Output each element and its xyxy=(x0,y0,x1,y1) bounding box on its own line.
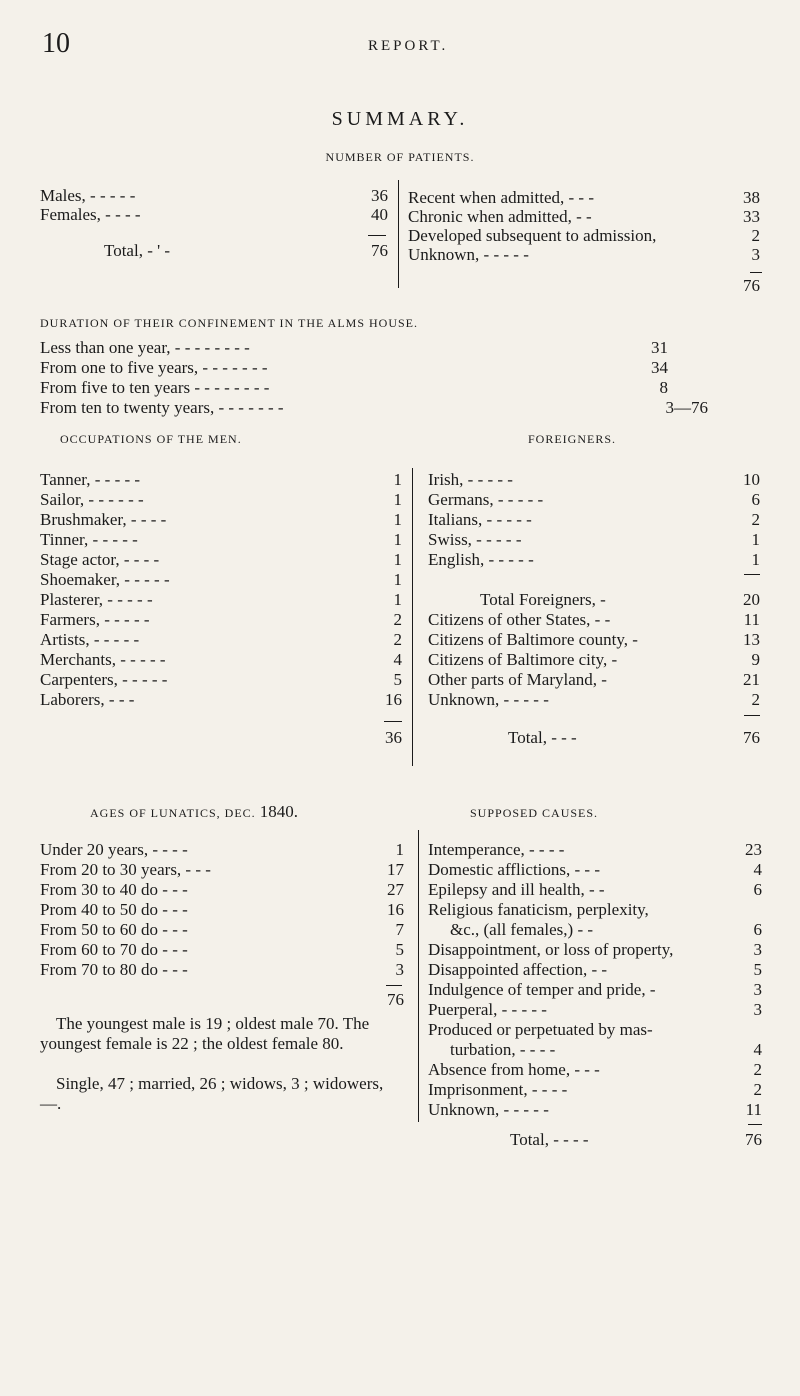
total-foreigners-row xyxy=(480,590,760,610)
age-row xyxy=(40,840,404,860)
row-value: 1 xyxy=(751,530,760,549)
age-row xyxy=(40,960,404,980)
row-label: Epilepsy and ill health, - - xyxy=(428,880,605,899)
row-value: 1 xyxy=(393,590,402,609)
row-value: 4 xyxy=(753,860,762,879)
cause-row xyxy=(428,960,762,980)
cause-row xyxy=(428,860,762,880)
row-value: 2 xyxy=(751,690,760,709)
row-label: Farmers, - - - - - xyxy=(40,610,150,629)
row-value: 3 xyxy=(753,940,762,959)
marital-note: Single, 47 ; married, 26 ; widows, 3 ; widowers, —. xyxy=(40,1074,384,1113)
cause-row xyxy=(428,1040,762,1060)
row-value: 1 xyxy=(395,840,404,859)
citizen-row xyxy=(428,670,760,690)
foreigner-row xyxy=(428,550,760,570)
row-label: Unknown, - - - - - xyxy=(428,690,549,709)
age-row xyxy=(40,860,404,880)
row-label: Total, - - - - xyxy=(510,1130,589,1149)
row-value: 27 xyxy=(387,880,404,899)
row-label: Germans, - - - - - xyxy=(428,490,544,509)
row-label: Swiss, - - - - - xyxy=(428,530,522,549)
foreigners-heading: FOREIGNERS. xyxy=(528,432,617,446)
row-label: Total, - ' - xyxy=(104,241,171,260)
row-value: 21 xyxy=(743,670,760,689)
occupation-row xyxy=(40,630,402,650)
row-label: Merchants, - - - - - xyxy=(40,650,166,669)
occupation-row xyxy=(40,530,402,550)
row-value: 3—76 xyxy=(665,398,708,417)
column-divider xyxy=(398,180,399,288)
cause-row xyxy=(428,1020,762,1040)
column-divider xyxy=(418,830,419,1122)
sum-rule xyxy=(386,985,402,986)
row-label: From ten to twenty years, - - - - - - - xyxy=(40,398,284,417)
cause-row xyxy=(428,1080,762,1100)
row-value: 7 xyxy=(395,920,404,939)
row-label: Total Foreigners, - xyxy=(480,590,606,609)
row-label: Imprisonment, - - - - xyxy=(428,1080,568,1099)
ages-heading: AGES OF LUNATICS, DEC. 1840. xyxy=(90,802,298,821)
row-label: Plasterer, - - - - - xyxy=(40,590,153,609)
row-value: 9 xyxy=(751,650,760,669)
cause-row xyxy=(428,1060,762,1080)
row-value: 1 xyxy=(393,570,402,589)
row-value: 3 xyxy=(751,245,760,264)
row-value: 1 xyxy=(751,550,760,569)
row-value: 23 xyxy=(745,840,762,859)
age-row xyxy=(40,940,404,960)
row-label: From 20 to 30 years, - - - xyxy=(40,860,211,879)
row-label: Domestic afflictions, - - - xyxy=(428,860,601,879)
row-label: Other parts of Maryland, - xyxy=(428,670,607,689)
row-value: 11 xyxy=(743,610,760,629)
cause-row xyxy=(428,840,762,860)
row-value: 6 xyxy=(753,880,762,899)
row-value: 2 xyxy=(753,1060,762,1079)
row-label: From 30 to 40 do - - - xyxy=(40,880,188,899)
duration-row xyxy=(40,398,708,418)
patients-heading: NUMBER OF PATIENTS. xyxy=(325,150,475,164)
row-label: Shoemaker, - - - - - xyxy=(40,570,170,589)
occupation-row xyxy=(40,490,402,510)
row-value: 76 xyxy=(745,1130,762,1149)
duration-row xyxy=(40,338,668,358)
row-label: Indulgence of temper and pride, - xyxy=(428,980,656,999)
row-value: 3 xyxy=(753,1000,762,1019)
citizen-row xyxy=(428,630,760,650)
sum-rule xyxy=(744,715,760,716)
cause-row xyxy=(428,900,762,920)
foreigners-total-row xyxy=(508,728,760,748)
age-note: The youngest male is 19 ; oldest male 70. The youngest female is 22 ; the oldest female 80. xyxy=(40,1014,370,1053)
page-number: 10 xyxy=(42,28,70,59)
age-row xyxy=(40,880,404,900)
row-label: Developed subsequent to admission, xyxy=(408,226,657,245)
row-value: 6 xyxy=(753,920,762,939)
row-label: Under 20 years, - - - - xyxy=(40,840,188,859)
row-value: 2 xyxy=(751,510,760,529)
row-value: 1 xyxy=(393,510,402,529)
causes-total-row xyxy=(510,1130,762,1150)
row-value: 76 xyxy=(743,728,760,747)
occupation-row xyxy=(40,650,402,670)
row-label: Tinner, - - - - - xyxy=(40,530,138,549)
row-label: From five to ten years - - - - - - - - xyxy=(40,378,270,397)
age-row xyxy=(40,900,404,920)
occupation-row xyxy=(40,670,402,690)
row-label: Tanner, - - - - - xyxy=(40,470,141,489)
row-label: Citizens of other States, - - xyxy=(428,610,611,629)
duration-row xyxy=(40,378,668,398)
row-label: Unknown, - - - - - xyxy=(408,245,529,264)
row-label: Chronic when admitted, - - xyxy=(408,207,592,226)
row-value: 11 xyxy=(745,1100,762,1119)
row-value: 1 xyxy=(393,530,402,549)
row-value: 76 xyxy=(387,990,404,1009)
row-label: Irish, - - - - - xyxy=(428,470,513,489)
row-label: Sailor, - - - - - - xyxy=(40,490,144,509)
row-label: Produced or perpetuated by mas- xyxy=(428,1020,653,1039)
row-label: Recent when admitted, - - - xyxy=(408,188,594,207)
age-row xyxy=(40,920,404,940)
cause-row xyxy=(428,1000,762,1020)
column-divider xyxy=(412,468,413,766)
occupation-row xyxy=(40,590,402,610)
row-value: 2 xyxy=(751,226,760,245)
running-head: REPORT. xyxy=(368,38,449,54)
row-value: 20 xyxy=(743,590,760,609)
sum-rule xyxy=(750,272,762,273)
occupations-heading: OCCUPATIONS OF THE MEN. xyxy=(60,432,242,446)
foreigner-row xyxy=(428,510,760,530)
occupations-total-row xyxy=(40,728,402,748)
row-label: Citizens of Baltimore city, - xyxy=(428,650,618,669)
patients-total-row xyxy=(104,241,388,261)
occupation-row xyxy=(40,510,402,530)
row-label: Females, - - - - xyxy=(40,205,141,224)
duration-row xyxy=(40,358,668,378)
row-label: Absence from home, - - - xyxy=(428,1060,600,1079)
occupation-row xyxy=(40,570,402,590)
row-label: Citizens of Baltimore county, - xyxy=(428,630,638,649)
cause-row xyxy=(428,980,762,1000)
row-label: Laborers, - - - xyxy=(40,690,135,709)
row-label: &c., (all females,) - - xyxy=(450,920,594,939)
cause-row xyxy=(428,920,762,940)
duration-heading: DURATION OF THEIR CONFINEMENT IN THE ALMS HOUSE. xyxy=(40,316,419,330)
row-value: 5 xyxy=(753,960,762,979)
row-label: From 70 to 80 do - - - xyxy=(40,960,188,979)
row-value: 31 xyxy=(651,338,668,357)
sum-rule xyxy=(368,235,386,236)
row-value: 6 xyxy=(751,490,760,509)
row-label: Less than one year, - - - - - - - - xyxy=(40,338,250,357)
row-value: 16 xyxy=(385,690,402,709)
ages-total-row xyxy=(40,990,404,1010)
cause-row xyxy=(428,1100,762,1120)
row-value: 76 xyxy=(371,241,388,260)
row-label: Italians, - - - - - xyxy=(428,510,532,529)
citizen-row xyxy=(428,610,760,630)
admission-row xyxy=(408,226,760,246)
row-value: 5 xyxy=(393,670,402,689)
citizen-row xyxy=(428,650,760,670)
sum-rule xyxy=(744,574,760,575)
row-label: Intemperance, - - - - xyxy=(428,840,565,859)
admission-row xyxy=(408,188,760,208)
row-label: From 60 to 70 do - - - xyxy=(40,940,188,959)
foreigner-row xyxy=(428,470,760,490)
row-value: 76 xyxy=(743,276,760,295)
row-value: 36 xyxy=(371,186,388,205)
sum-rule xyxy=(384,721,402,722)
row-label: Stage actor, - - - - xyxy=(40,550,160,569)
row-value: 34 xyxy=(651,358,668,377)
row-value: 1 xyxy=(393,550,402,569)
row-value: 4 xyxy=(753,1040,762,1059)
admission-total-row xyxy=(408,276,760,296)
row-value: 4 xyxy=(393,650,402,669)
row-label: Disappointed affection, - - xyxy=(428,960,608,979)
row-value: 1 xyxy=(393,470,402,489)
foreigner-row xyxy=(428,530,760,550)
row-value: 36 xyxy=(385,728,402,747)
females-row xyxy=(40,205,388,225)
row-label: English, - - - - - xyxy=(428,550,534,569)
row-label: Males, - - - - - xyxy=(40,186,136,205)
row-label: Total, - - - xyxy=(508,728,577,747)
row-label: Religious fanaticism, perplexity, xyxy=(428,900,649,919)
row-label: Prom 40 to 50 do - - - xyxy=(40,900,188,919)
row-value: 3 xyxy=(395,960,404,979)
row-label: Brushmaker, - - - - xyxy=(40,510,167,529)
admission-row xyxy=(408,245,760,265)
row-label: Carpenters, - - - - - xyxy=(40,670,168,689)
row-value: 10 xyxy=(743,470,760,489)
row-value: 38 xyxy=(743,188,760,207)
occupation-row xyxy=(40,690,402,710)
row-label: turbation, - - - - xyxy=(450,1040,556,1059)
row-value: 33 xyxy=(743,207,760,226)
cause-row xyxy=(428,940,762,960)
row-value: 2 xyxy=(393,610,402,629)
row-label: Puerperal, - - - - - xyxy=(428,1000,547,1019)
occupation-row xyxy=(40,470,402,490)
occupation-row xyxy=(40,550,402,570)
row-label: From one to five years, - - - - - - - xyxy=(40,358,268,377)
row-label: From 50 to 60 do - - - xyxy=(40,920,188,939)
row-value: 5 xyxy=(395,940,404,959)
row-value: 16 xyxy=(387,900,404,919)
row-value: 17 xyxy=(387,860,404,879)
row-label: Artists, - - - - - xyxy=(40,630,140,649)
sum-rule xyxy=(748,1124,762,1125)
row-value: 2 xyxy=(753,1080,762,1099)
row-value: 40 xyxy=(371,205,388,224)
cause-row xyxy=(428,880,762,900)
causes-heading: SUPPOSED CAUSES. xyxy=(470,806,599,820)
row-value: 1 xyxy=(393,490,402,509)
foreigner-row xyxy=(428,490,760,510)
row-value: 13 xyxy=(743,630,760,649)
row-value: 8 xyxy=(659,378,668,397)
occupation-row xyxy=(40,610,402,630)
citizen-row xyxy=(428,690,760,710)
page-title: SUMMARY. xyxy=(331,108,469,130)
row-label: Disappointment, or loss of property, xyxy=(428,940,674,959)
row-value: 2 xyxy=(393,630,402,649)
males-row xyxy=(40,186,388,206)
row-label: Unknown, - - - - - xyxy=(428,1100,549,1119)
admission-row xyxy=(408,207,760,227)
row-value: 3 xyxy=(753,980,762,999)
